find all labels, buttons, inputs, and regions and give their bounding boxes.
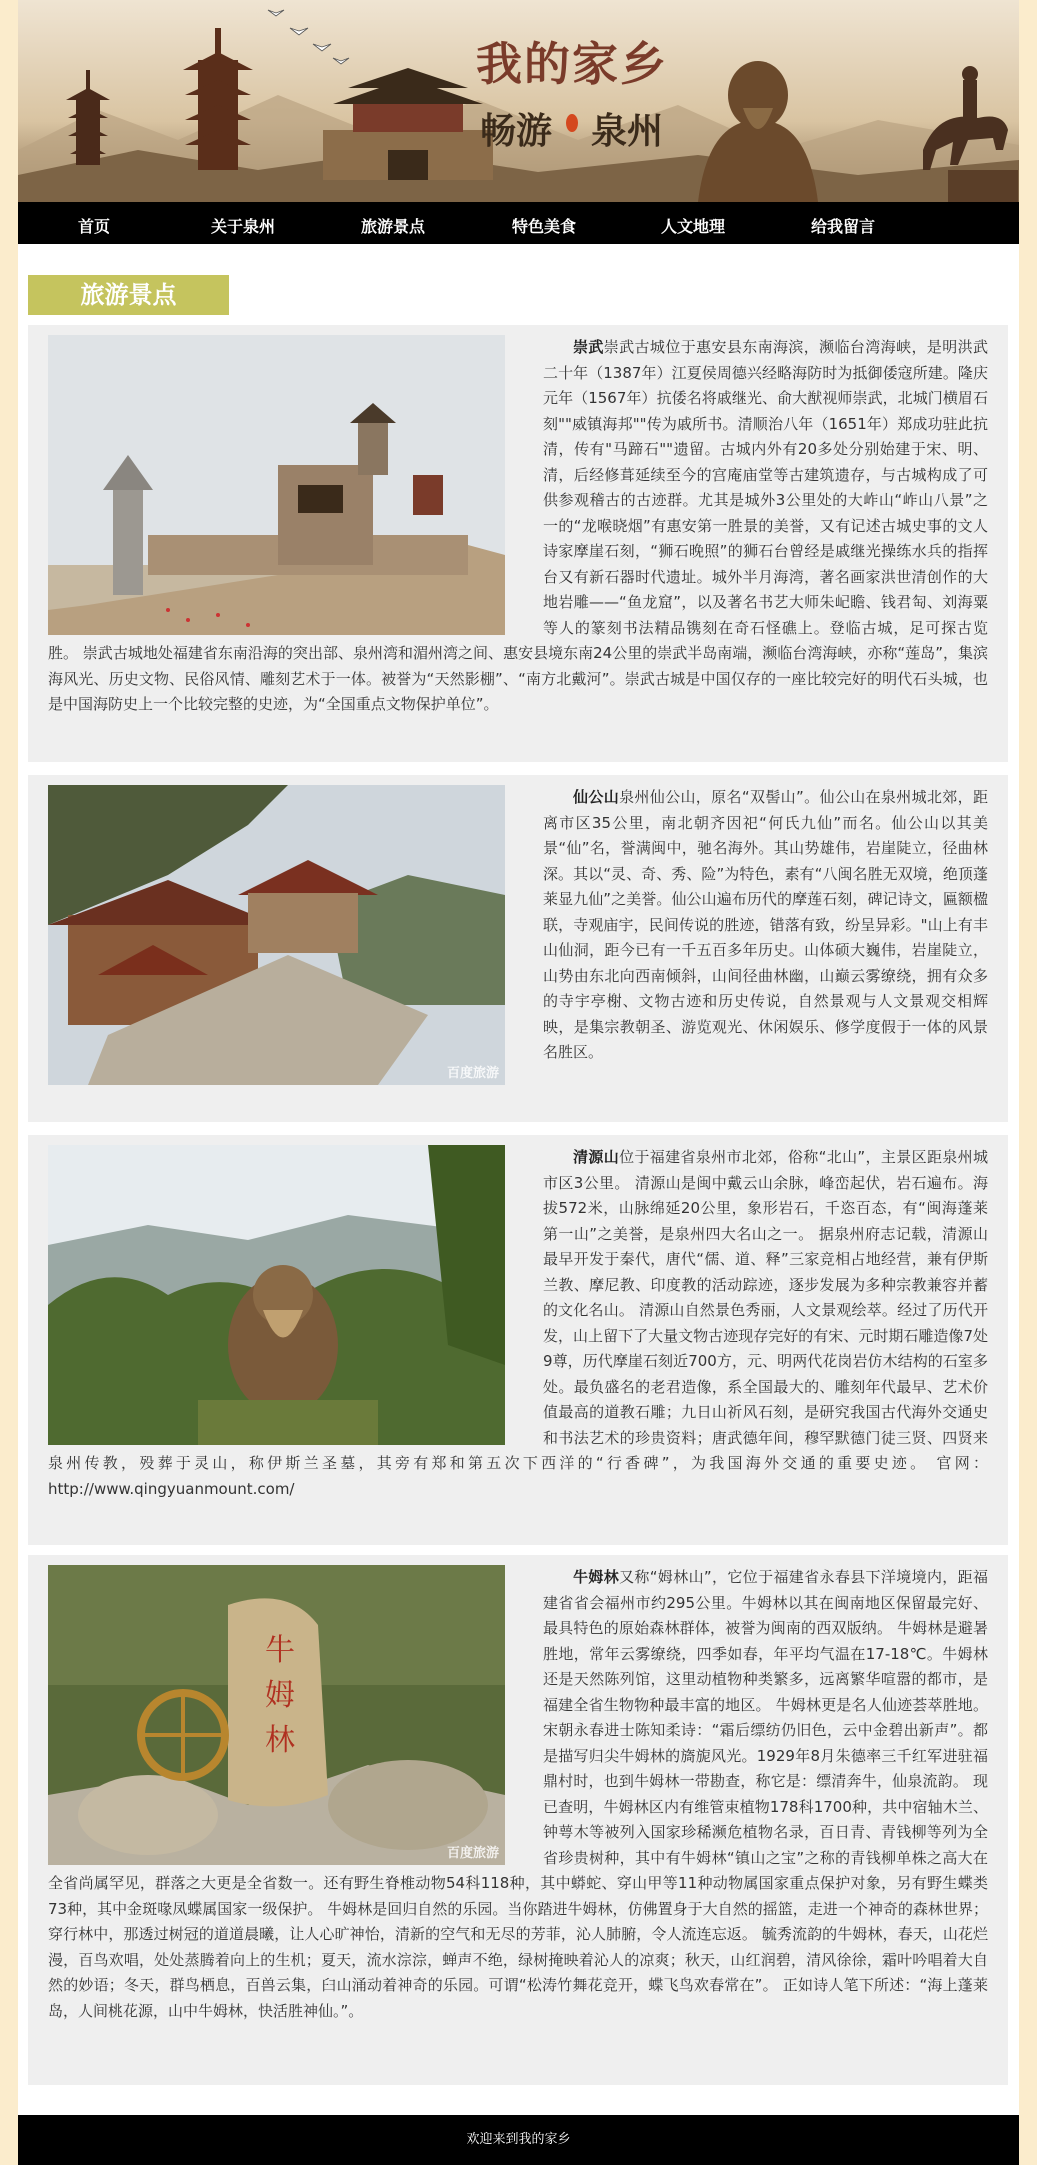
attraction-name: 牛姆林 xyxy=(573,1568,620,1586)
attraction-photo-xiangongshan xyxy=(48,785,505,1085)
attraction-photo-qingyuanshan xyxy=(48,1145,505,1445)
rock-carving-char-1: 牛 xyxy=(265,1633,295,1668)
nav-item-message[interactable]: 给我留言 xyxy=(811,217,876,236)
attraction-name: 仙公山 xyxy=(573,788,620,806)
attraction-name: 崇武 xyxy=(573,338,604,356)
main-nav xyxy=(18,202,1019,244)
nav-item-about[interactable]: 关于泉州 xyxy=(211,217,276,236)
rock-carving-char-2: 姆 xyxy=(265,1678,295,1713)
attraction-description: 崇武古城位于惠安县东南海滨，濒临台湾海峡，是明洪武二十年（1387年）江夏侯周德兴经略海防时为抵御倭寇所建。隆庆元年（1567年）抗倭名将戚继光、俞大猷视师崇武，北城门横眉石刻""威镇海邦""传为戚所书。清顺治八年（1651年）郑成功驻此抗清，传有"马蹄石""遗留。古城内外有20多处分别始建于宋、明、清，后经修葺延续至今的宫庵庙堂等古建筑遗存，与古城构成了可供参观稽古的古迹群。尤其是城外3公里处的大岞山“岞山八景”之一的“龙喉晓烟”有惠安第一胜景的美誉，又有记述古城史事的文人诗家摩崖石刻，“狮石晚照”的狮石台曾经是戚继光操练水兵的指挥台又有新石器时代遗址。城外半月海湾，著名画家洪世清创作的大地岩雕——“鱼龙窟”，以及著名书艺大师朱屺瞻、钱君匋、刘海粟等人的篆刻书法精品镌刻在奇石怪礁上。登临古城，足可探古览胜。 崇武古城地处福建省东南沿海的突出部、泉州湾和湄州湾之间、惠安县境东南24公里的崇武半岛南端，濒临台湾海峡，亦称“莲岛”，集滨海风光、历史文物、民俗风情、雕刻艺术于一体。被誉为“天然影棚”、“南方北戴河”。崇武古城是中国仅存的一座比较完好的明代石头城，也是中国海防史上一个比较完整的史迹，为“全国重点文物保护单位”。 xyxy=(48,338,988,713)
attraction-card-chongwu xyxy=(28,325,1008,762)
attraction-description: 又称“姆林山”，它位于福建省永春县下洋境境内，距福建省省会福州市约295公里。牛姆林以其在闽南地区保留最完好、最具特色的原始森林群体，被誉为闽南的西双版纳。 牛姆林是避暑胜地，常年云雾缭绕，四季如春，年平均气温在17-18℃。牛姆林还是天然陈列馆，这里动植物种类繁多，远离繁华喧嚣的都市，是福建全省生物物种最丰富的地区。 牛姆林更是名人仙迹荟萃胜地。宋朝永春进士陈知柔诗：“霜后缥纺仍旧色，云中金碧出新声”。都是描写归尖牛姆林的旖旎风光。1929年8月朱德率三千红军进驻福鼎村时，也到牛姆林一带勘查，称它是：缥清奔牛，仙泉流韵。 现已查明，牛姆林区内有维管束植物178科1700种，共中宿轴木兰、钟萼木等被列入国家珍稀濒危植物名录，百日青、青钱柳等列为全省珍贵树种，其中有牛姆林“镇山之宝”之称的青钱柳单株之高大在全省尚属罕见，群落之大更是全省数一。还有野生脊椎动物54科118种，其中蟒蛇、穿山甲等11种动物属国家重点保护对象，另有野生蝶类73种，其中金斑喙凤蝶属国家一级保护。 牛姆林是回归自然的乐园。当你踏进牛姆林，仿佛置身于大自然的摇篮，走进一个神奇的森林世界；穿行林中，那透过树冠的道道晨曦，让人心旷神怡，清新的空气和无尽的芳菲，沁人肺腑，令人流连忘返。 毓秀流韵的牛姆林，春天，山花烂漫，百鸟欢唱，处处蒸腾着向上的生机；夏天，流水淙淙，蝉声不绝，绿树掩映着沁人的凉爽；秋天，山红润碧，清风徐徐，霜叶吟唱着大自然的妙语；冬天，群鸟栖息，百兽云集，臼山涌动着神奇的乐园。可谓“松涛竹舞花竞开，蝶飞鸟欢春常在”。 正如诗人笔下所述：“海上蓬莱岛，人间桃花源，山中牛姆林，快活胜神仙。”。 xyxy=(48,1568,988,2020)
attraction-photo-chongwu xyxy=(48,335,505,635)
section-title: 旅游景点 xyxy=(28,275,229,315)
nav-item-food[interactable]: 特色美食 xyxy=(512,217,577,236)
nav-item-culture[interactable]: 人文地理 xyxy=(661,217,726,236)
photo-watermark: 百度旅游 xyxy=(446,1846,499,1861)
attraction-photo-niumulin xyxy=(48,1565,505,1865)
page-container xyxy=(18,0,1019,2165)
rock-carving-char-3: 林 xyxy=(265,1723,295,1758)
header-banner xyxy=(18,0,1019,202)
attraction-card-qingyuanshan xyxy=(28,1135,1008,1545)
attraction-description: 位于福建省泉州市北郊，俗称“北山”，主景区距泉州城市区3公里。 清源山是闽中戴云山余脉，峰峦起伏，岩石遍布。海拔572米，山脉绵延20公里，象形岩石，千恣百态，有“闽海蓬莱第一山”之美誉，是泉州四大名山之一。 据泉州府志记载，清源山最早开发于秦代，唐代“儒、道、释”三家竞相占地经营，兼有伊斯兰教、摩尼教、印度教的活动踪迹，逐步发展为多种宗教兼容并蓄的文化名山。 清源山自然景色秀丽，人文景观绘萃。经过了历代开发，山上留下了大量文物古迹现存完好的有宋、元时期石雕造像7处9尊，历代摩崖石刻近700方，元、明两代花岗岩仿木结构的石室多处。最负盛名的老君造像，系全国最大的、雕刻年代最早、艺术价值最高的道教石雕；九日山祈风石刻，是研究我国古代海外交通史和书法艺术的珍贵资料；唐武德年间，穆罕默德门徒三贤、四贤来泉州传教，殁葬于灵山，称伊斯兰圣墓，其旁有郑和第五次下西洋的“行香碑”，为我国海外交通的重要史迹。 官网：http://www.qingyuanmount.com/ xyxy=(48,1148,988,1498)
attraction-name: 清源山 xyxy=(573,1148,620,1166)
footer: 欢迎来到我的家乡 xyxy=(18,2115,1019,2165)
attraction-description: 泉州仙公山，原名“双髻山”。仙公山在泉州城北郊，距离市区35公里，南北朝齐因祀“何氏九仙”而名。仙公山以其美景“仙”名，誉满闽中，驰名海外。其山势雄伟，岩崖陡立，径曲林深。其以“灵、奇、秀、险”为特色，素有“八闽名胜无双境，绝顶蓬莱显九仙”之美誉。仙公山遍布历代的摩莲石刻，碑记诗文，匾额楹联，寺观庙宇，民间传说的胜迹，错落有致，纷呈异彩。"山上有丰山仙洞，距今已有一千五百多年历史。山体硕大巍伟，岩崖陡立，山势由东北向西南倾斜，山间径曲林幽，山巅云雾缭绕，拥有众多的寺宇亭榭、文物古迹和历史传说，自然景观与人文景观交相辉映，是集宗教朝圣、游览观光、休闲娱乐、修学度假于一体的风景名胜区。 xyxy=(543,788,988,1061)
attraction-card-niumulin xyxy=(28,1555,1008,2085)
attraction-card-xiangongshan xyxy=(28,775,1008,1122)
nav-item-attractions[interactable]: 旅游景点 xyxy=(361,217,426,236)
banner-subtitle-left: 畅游 xyxy=(480,110,553,152)
banner-title: 我的家乡 xyxy=(476,37,668,91)
banner-dot-icon xyxy=(566,114,578,132)
banner-subtitle-right: 泉州 xyxy=(591,110,664,152)
photo-watermark: 百度旅游 xyxy=(446,1066,499,1081)
nav-item-home[interactable]: 首页 xyxy=(78,217,111,236)
